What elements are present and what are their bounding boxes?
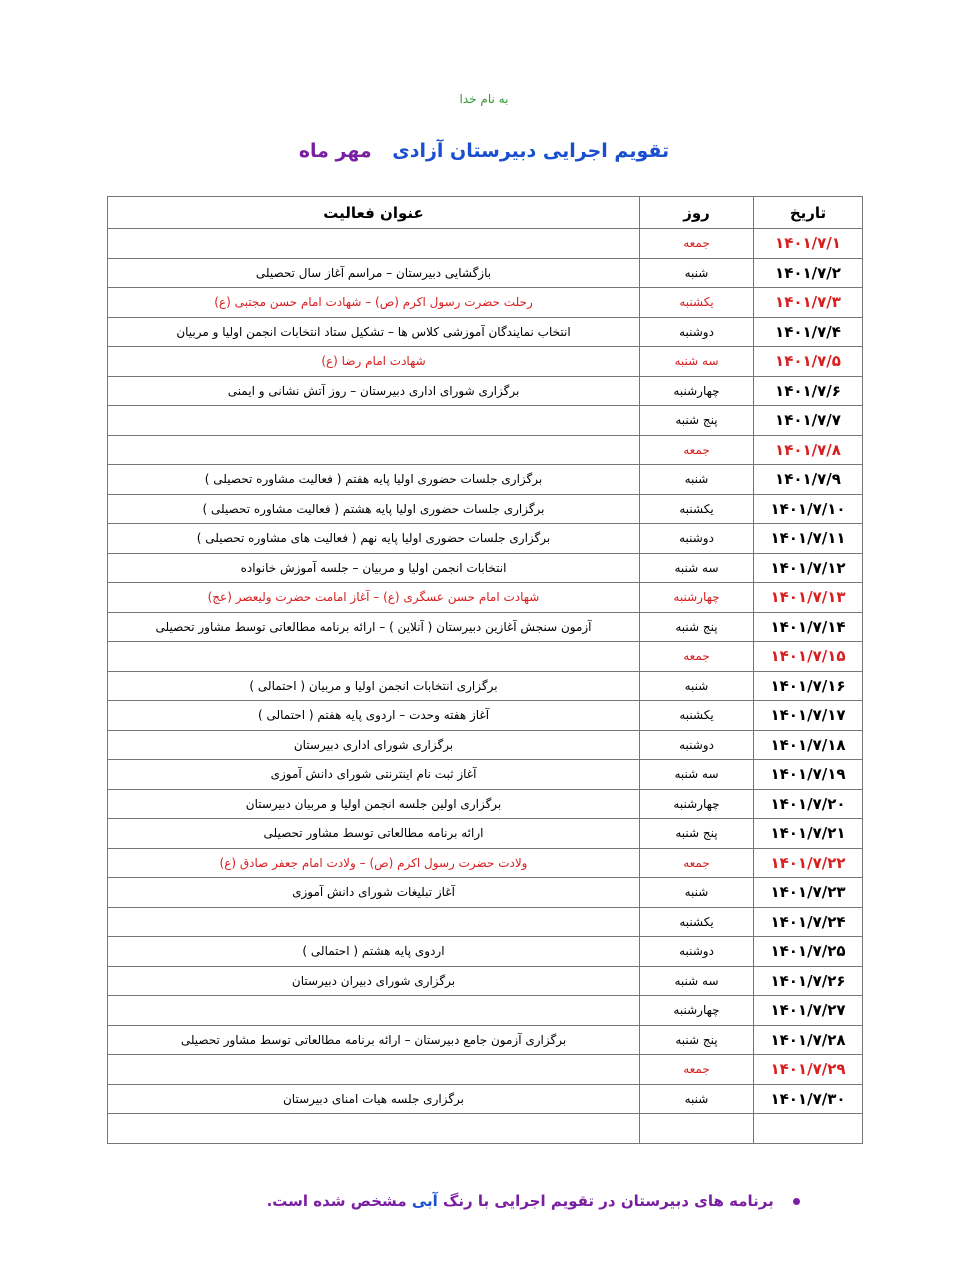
table-row	[108, 494, 863, 524]
table-header-row	[108, 197, 863, 229]
page-title	[0, 140, 968, 162]
day-cell: یکشنبه	[640, 701, 754, 731]
activity-cell: برگزاری جلسات حضوری اولیا پایه نهم ( فعالیت های مشاوره تحصیلی )	[108, 524, 640, 554]
activity-cell: برگزاری جلسات حضوری اولیا پایه هشتم ( فعالیت مشاوره تحصیلی )	[108, 494, 640, 524]
day-cell: سه شنبه	[640, 760, 754, 790]
activity-cell: برگزاری جلسه هیات امنای دبیرستان	[108, 1084, 640, 1114]
date-cell: ۱۴۰۱/۷/۲۲	[754, 848, 863, 878]
day-cell: پنج شنبه	[640, 1025, 754, 1055]
column-header-date: تاریخ	[754, 197, 863, 229]
activity-cell	[108, 642, 640, 672]
table-row	[108, 612, 863, 642]
day-cell: شنبه	[640, 1084, 754, 1114]
activity-cell	[108, 996, 640, 1026]
activity-cell: انتخاب نمایندگان آموزشی کلاس ها – تشکیل ستاد انتخابات انجمن اولیا و مربیان	[108, 317, 640, 347]
bullet-icon	[793, 1198, 800, 1205]
activity-cell: آغاز ثبت نام اینترنتی شورای دانش آموزی	[108, 760, 640, 790]
date-cell: ۱۴۰۱/۷/۷	[754, 406, 863, 436]
activity-cell	[108, 1114, 640, 1144]
date-cell: ۱۴۰۱/۷/۲۳	[754, 878, 863, 908]
date-cell: ۱۴۰۱/۷/۱۷	[754, 701, 863, 731]
activity-cell: شهادت امام رضا (ع)	[108, 347, 640, 377]
day-cell: یکشنبه	[640, 907, 754, 937]
day-cell: جمعه	[640, 848, 754, 878]
table-row	[108, 730, 863, 760]
column-header-day: روز	[640, 197, 754, 229]
date-cell: ۱۴۰۱/۷/۲۶	[754, 966, 863, 996]
title-month: مهر ماه	[298, 140, 372, 162]
day-cell: شنبه	[640, 878, 754, 908]
date-cell: ۱۴۰۱/۷/۹	[754, 465, 863, 495]
table-row	[108, 553, 863, 583]
table-row	[108, 789, 863, 819]
activity-cell: برگزاری شورای اداری دبیرستان – روز آتش نشانی و ایمنی	[108, 376, 640, 406]
day-cell: جمعه	[640, 1055, 754, 1085]
date-cell: ۱۴۰۱/۷/۲۵	[754, 937, 863, 967]
date-cell: ۱۴۰۱/۷/۱۶	[754, 671, 863, 701]
table-row	[108, 642, 863, 672]
table-row	[108, 524, 863, 554]
day-cell: پنج شنبه	[640, 819, 754, 849]
day-cell: دوشنبه	[640, 524, 754, 554]
date-cell: ۱۴۰۱/۷/۸	[754, 435, 863, 465]
activity-cell: آغاز تبلیغات شورای دانش آموزی	[108, 878, 640, 908]
activity-cell: برگزاری شورای دبیران دبیرستان	[108, 966, 640, 996]
day-cell: دوشنبه	[640, 937, 754, 967]
table-row	[108, 1114, 863, 1144]
day-cell: جمعه	[640, 642, 754, 672]
table-row	[108, 1025, 863, 1055]
table-row	[108, 406, 863, 436]
day-cell: یکشنبه	[640, 494, 754, 524]
calendar-body	[108, 229, 863, 1144]
day-cell: پنج شنبه	[640, 406, 754, 436]
activity-cell: برگزاری شورای اداری دبیرستان	[108, 730, 640, 760]
activity-cell: ارائه برنامه مطالعاتی توسط مشاور تحصیلی	[108, 819, 640, 849]
day-cell: جمعه	[640, 435, 754, 465]
date-cell: ۱۴۰۱/۷/۱۳	[754, 583, 863, 613]
activity-cell	[108, 435, 640, 465]
day-cell: یکشنبه	[640, 288, 754, 318]
table-row	[108, 288, 863, 318]
table-row	[108, 907, 863, 937]
day-cell: سه شنبه	[640, 553, 754, 583]
activity-cell: برگزاری آزمون جامع دبیرستان – ارائه برنامه مطالعاتی توسط مشاور تحصیلی	[108, 1025, 640, 1055]
day-cell: دوشنبه	[640, 317, 754, 347]
day-cell: چهارشنبه	[640, 583, 754, 613]
activity-cell: برگزاری جلسات حضوری اولیا پایه هفتم ( فعالیت مشاوره تحصیلی )	[108, 465, 640, 495]
day-cell: شنبه	[640, 258, 754, 288]
date-cell: ۱۴۰۱/۷/۱۰	[754, 494, 863, 524]
day-cell: سه شنبه	[640, 347, 754, 377]
day-cell: چهارشنبه	[640, 376, 754, 406]
date-cell: ۱۴۰۱/۷/۲۴	[754, 907, 863, 937]
date-cell: ۱۴۰۱/۷/۲۱	[754, 819, 863, 849]
date-cell: ۱۴۰۱/۷/۲	[754, 258, 863, 288]
activity-cell: بازگشایی دبیرستان – مراسم آغاز سال تحصیلی	[108, 258, 640, 288]
column-header-activity: عنوان فعالیت	[108, 197, 640, 229]
footer-note-end: مشخص شده است.	[266, 1192, 407, 1210]
activity-cell	[108, 229, 640, 259]
table-row	[108, 701, 863, 731]
activity-cell: انتخابات انجمن اولیا و مربیان – جلسه آموزش خانواده	[108, 553, 640, 583]
date-cell: ۱۴۰۱/۷/۱	[754, 229, 863, 259]
date-cell: ۱۴۰۱/۷/۶	[754, 376, 863, 406]
date-cell: ۱۴۰۱/۷/۱۲	[754, 553, 863, 583]
date-cell: ۱۴۰۱/۷/۱۹	[754, 760, 863, 790]
date-cell: ۱۴۰۱/۷/۴	[754, 317, 863, 347]
date-cell: ۱۴۰۱/۷/۲۰	[754, 789, 863, 819]
date-cell: ۱۴۰۱/۷/۳	[754, 288, 863, 318]
table-row	[108, 1084, 863, 1114]
table-row	[108, 258, 863, 288]
day-cell: چهارشنبه	[640, 789, 754, 819]
activity-cell: برگزاری اولین جلسه انجمن اولیا و مربیان دبیرستان	[108, 789, 640, 819]
table-row	[108, 347, 863, 377]
date-cell: ۱۴۰۱/۷/۱۵	[754, 642, 863, 672]
date-cell: ۱۴۰۱/۷/۵	[754, 347, 863, 377]
activity-cell: برگزاری انتخابات انجمن اولیا و مربیان ( احتمالی )	[108, 671, 640, 701]
table-row	[108, 435, 863, 465]
table-row	[108, 937, 863, 967]
date-cell: ۱۴۰۱/۷/۱۴	[754, 612, 863, 642]
date-cell: ۱۴۰۱/۷/۲۹	[754, 1055, 863, 1085]
table-row	[108, 229, 863, 259]
date-cell	[754, 1114, 863, 1144]
table-row	[108, 376, 863, 406]
date-cell: ۱۴۰۱/۷/۲۷	[754, 996, 863, 1026]
activity-cell: ولادت حضرت رسول اکرم (ص) – ولادت امام جعفر صادق (ع)	[108, 848, 640, 878]
calendar-table	[107, 196, 863, 1144]
table-row	[108, 996, 863, 1026]
title-text: تقویم اجرایی دبیرستان آزادی	[392, 140, 670, 162]
activity-cell: اردوی پایه هشتم ( احتمالی )	[108, 937, 640, 967]
table-row	[108, 465, 863, 495]
activity-cell: آزمون سنجش آغازین دبیرستان ( آنلاین ) – ارائه برنامه مطالعاتی توسط مشاور تحصیلی	[108, 612, 640, 642]
day-cell: دوشنبه	[640, 730, 754, 760]
day-cell: سه شنبه	[640, 966, 754, 996]
activity-cell: شهادت امام حسن عسگری (ع) – آغاز امامت حضرت ولیعصر (عج)	[108, 583, 640, 613]
activity-cell: آغاز هفته وحدت – اردوی پایه هفتم ( احتمالی )	[108, 701, 640, 731]
footer-note-color-word: آبی	[411, 1192, 438, 1210]
activity-cell	[108, 406, 640, 436]
table-row	[108, 1055, 863, 1085]
table-row	[108, 848, 863, 878]
table-row	[108, 583, 863, 613]
day-cell: شنبه	[640, 671, 754, 701]
table-row	[108, 317, 863, 347]
activity-cell	[108, 1055, 640, 1085]
table-row	[108, 760, 863, 790]
activity-cell	[108, 907, 640, 937]
besmellah-header: به نام خدا	[459, 92, 509, 106]
date-cell: ۱۴۰۱/۷/۱۸	[754, 730, 863, 760]
day-cell: پنج شنبه	[640, 612, 754, 642]
day-cell	[640, 1114, 754, 1144]
activity-cell: رحلت حضرت رسول اکرم (ص) – شهادت امام حسن مجتبی (ع)	[108, 288, 640, 318]
table-row	[108, 671, 863, 701]
table-row	[108, 819, 863, 849]
date-cell: ۱۴۰۱/۷/۲۸	[754, 1025, 863, 1055]
table-row	[108, 878, 863, 908]
day-cell: شنبه	[640, 465, 754, 495]
date-cell: ۱۴۰۱/۷/۱۱	[754, 524, 863, 554]
table-row	[108, 966, 863, 996]
footer-note	[0, 1192, 800, 1210]
footer-note-text: برنامه های دبیرستان در تقویم اجرایی با رنگ	[443, 1192, 774, 1210]
day-cell: جمعه	[640, 229, 754, 259]
day-cell: چهارشنبه	[640, 996, 754, 1026]
date-cell: ۱۴۰۱/۷/۳۰	[754, 1084, 863, 1114]
